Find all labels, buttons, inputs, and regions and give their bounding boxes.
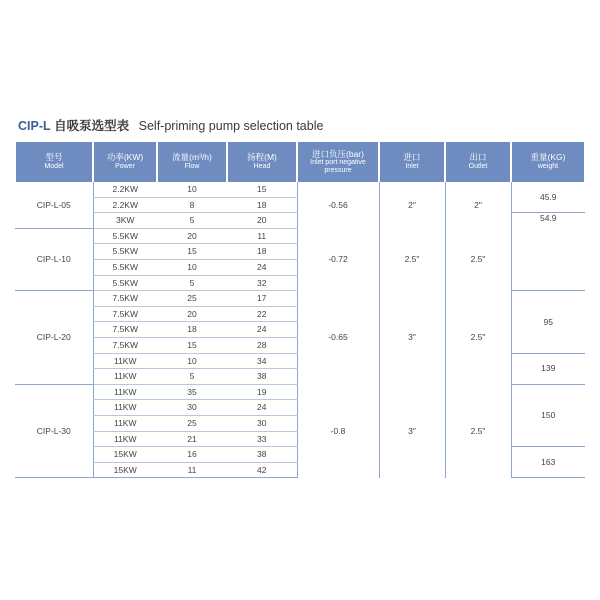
power-cell: 5.5KW: [93, 259, 157, 275]
head-cell: 38: [227, 369, 297, 385]
title-en: Self-priming pump selection table: [138, 119, 324, 133]
weight-cell: 54.9: [511, 213, 585, 291]
head-cell: 20: [227, 213, 297, 229]
table-row: [15, 291, 585, 307]
power-cell: 11KW: [93, 369, 157, 385]
power-cell: 15KW: [93, 447, 157, 463]
power-cell: 7.5KW: [93, 337, 157, 353]
flow-cell: 20: [157, 306, 227, 322]
power-cell: 11KW: [93, 384, 157, 400]
flow-cell: 11: [157, 462, 227, 478]
power-cell: 11KW: [93, 400, 157, 416]
head-cell: 15: [227, 182, 297, 197]
title-model: CIP-L: [18, 119, 51, 133]
power-cell: 15KW: [93, 462, 157, 478]
header-power: 功率(KW) Power: [93, 142, 157, 182]
power-cell: 11KW: [93, 431, 157, 447]
weight-cell: 150: [511, 384, 585, 446]
power-cell: 11KW: [93, 415, 157, 431]
power-cell: 5.5KW: [93, 244, 157, 260]
inlet-cell: 3": [379, 384, 445, 478]
table-row: [15, 228, 585, 244]
head-cell: 32: [227, 275, 297, 291]
head-cell: 33: [227, 431, 297, 447]
model-cell: CIP-L-20: [15, 291, 93, 385]
power-cell: 7.5KW: [93, 291, 157, 307]
outlet-cell: 2.5": [445, 228, 511, 290]
pump-selection-table: [14, 142, 586, 478]
power-cell: 7.5KW: [93, 306, 157, 322]
inlet-negative-cell: -0.8: [297, 384, 379, 478]
header-model: 型号 Model: [15, 142, 93, 182]
header-inlet: 进口 Inlet: [379, 142, 445, 182]
head-cell: 18: [227, 244, 297, 260]
head-cell: 34: [227, 353, 297, 369]
flow-cell: 16: [157, 447, 227, 463]
power-cell: 2.2KW: [93, 182, 157, 197]
head-cell: 24: [227, 400, 297, 416]
outlet-cell: 2.5": [445, 291, 511, 385]
table-row: [15, 384, 585, 400]
flow-cell: 5: [157, 275, 227, 291]
inlet-cell: 3": [379, 291, 445, 385]
head-cell: 11: [227, 228, 297, 244]
flow-cell: 10: [157, 259, 227, 275]
inlet-cell: 2.5": [379, 228, 445, 290]
flow-cell: 35: [157, 384, 227, 400]
title-cn: 自吸泵选型表: [54, 119, 130, 133]
head-cell: 28: [227, 337, 297, 353]
flow-cell: 20: [157, 228, 227, 244]
model-cell: CIP-L-05: [15, 182, 93, 228]
flow-cell: 10: [157, 353, 227, 369]
header-flow: 流量(m³/h) Flow: [157, 142, 227, 182]
header-row: [15, 142, 585, 182]
flow-cell: 8: [157, 197, 227, 213]
power-cell: 3KW: [93, 213, 157, 229]
power-cell: 7.5KW: [93, 322, 157, 338]
model-cell: CIP-L-30: [15, 384, 93, 478]
inlet-negative-cell: -0.56: [297, 182, 379, 228]
head-cell: 18: [227, 197, 297, 213]
power-cell: 5.5KW: [93, 275, 157, 291]
head-cell: 19: [227, 384, 297, 400]
head-cell: 30: [227, 415, 297, 431]
head-cell: 24: [227, 322, 297, 338]
header-inlet-negative: 进口负压(bar) Inlet port negative pressure: [297, 142, 379, 182]
inlet-negative-cell: -0.72: [297, 228, 379, 290]
flow-cell: 15: [157, 337, 227, 353]
flow-cell: 15: [157, 244, 227, 260]
outlet-cell: 2.5": [445, 384, 511, 478]
table-title: [18, 116, 323, 134]
header-head: 扬程(M) Head: [227, 142, 297, 182]
head-cell: 22: [227, 306, 297, 322]
weight-cell: 95: [511, 291, 585, 353]
flow-cell: 5: [157, 369, 227, 385]
head-cell: 42: [227, 462, 297, 478]
power-cell: 11KW: [93, 353, 157, 369]
head-cell: 24: [227, 259, 297, 275]
power-cell: 2.2KW: [93, 197, 157, 213]
flow-cell: 25: [157, 291, 227, 307]
outlet-cell: 2": [445, 182, 511, 228]
table-row: [15, 182, 585, 197]
power-cell: 5.5KW: [93, 228, 157, 244]
header-outlet: 出口 Outlet: [445, 142, 511, 182]
header-weight: 重量(KG) weight: [511, 142, 585, 182]
weight-cell: 163: [511, 447, 585, 478]
inlet-cell: 2": [379, 182, 445, 228]
flow-cell: 25: [157, 415, 227, 431]
head-cell: 17: [227, 291, 297, 307]
flow-cell: 18: [157, 322, 227, 338]
flow-cell: 30: [157, 400, 227, 416]
inlet-negative-cell: -0.65: [297, 291, 379, 385]
head-cell: 38: [227, 447, 297, 463]
flow-cell: 21: [157, 431, 227, 447]
weight-cell: 45.9: [511, 182, 585, 213]
flow-cell: 5: [157, 213, 227, 229]
flow-cell: 10: [157, 182, 227, 197]
model-cell: CIP-L-10: [15, 228, 93, 290]
weight-cell: 139: [511, 353, 585, 384]
